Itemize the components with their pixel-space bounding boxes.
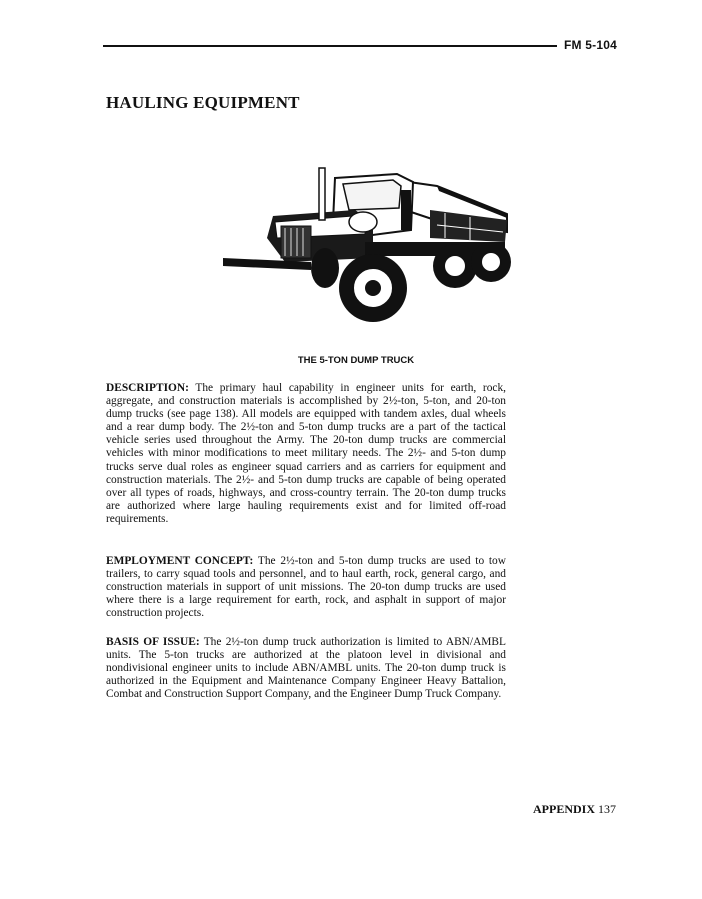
employment-concept-text: The 2½-ton and 5-ton dump trucks are used to tow trailers, to carry squad tools and personnel, and to haul earth, rock, general cargo, and construction materials in support of unit missions. The 20-ton dump trucks are used where there is a large requirement for earth, rock, and asphalt in support of major construction projects. [106,555,506,620]
basis-of-issue-paragraph [106,636,506,701]
footer-label: APPENDIX [533,802,595,816]
description-lead: DESCRIPTION: [106,382,189,394]
figure-caption: THE 5-TON DUMP TRUCK [297,355,415,366]
description-paragraph [106,382,506,526]
header-rule [103,45,557,47]
page-footer [533,802,616,817]
dump-truck-illustration [215,150,515,345]
employment-concept-lead: EMPLOYMENT CONCEPT: [106,555,254,567]
basis-of-issue-lead: BASIS OF ISSUE: [106,636,200,648]
page-number: 137 [598,802,616,816]
document-id: FM 5-104 [564,38,617,52]
description-text: The primary haul capability in engineer units for earth, rock, aggregate, and construction materials is accomplished by 2½-ton, 5-ton, and 20-ton dump trucks (see page 138). All models are equipped with tandem axles, dual wheels and a rear dump body. The 2½-ton and 5-ton dump trucks are a part of the tactical vehicle series used throughout the Army. The 20-ton dump trucks are commercial vehicles with minor modifications to meet military needs. The 2½- and 5-ton dump trucks serve dual roles as engineer squad carriers and as carriers for equipment and construction materials. The 2½- and 5-ton dump trucks are capable of being operated over all types of roads, highways, and cross-country terrain. The 20-ton dump trucks are authorized where large hauling requirements exist and for limited off-road requirements. [106,382,506,525]
employment-concept-paragraph [106,555,506,620]
basis-of-issue-text: The 2½-ton dump truck authorization is limited to ABN/AMBL units. The 5-ton trucks are authorized at the platoon level in divisional and nondivisional engineer units to include ABN/AMBL units. The 20-ton dump truck is authorized in the Equipment and Maintenance Company Engineer Heavy Battalion, Combat and Construction Support Company, and the Engineer Dump Truck Company. [106,636,506,701]
section-title: HAULING EQUIPMENT [106,93,300,112]
